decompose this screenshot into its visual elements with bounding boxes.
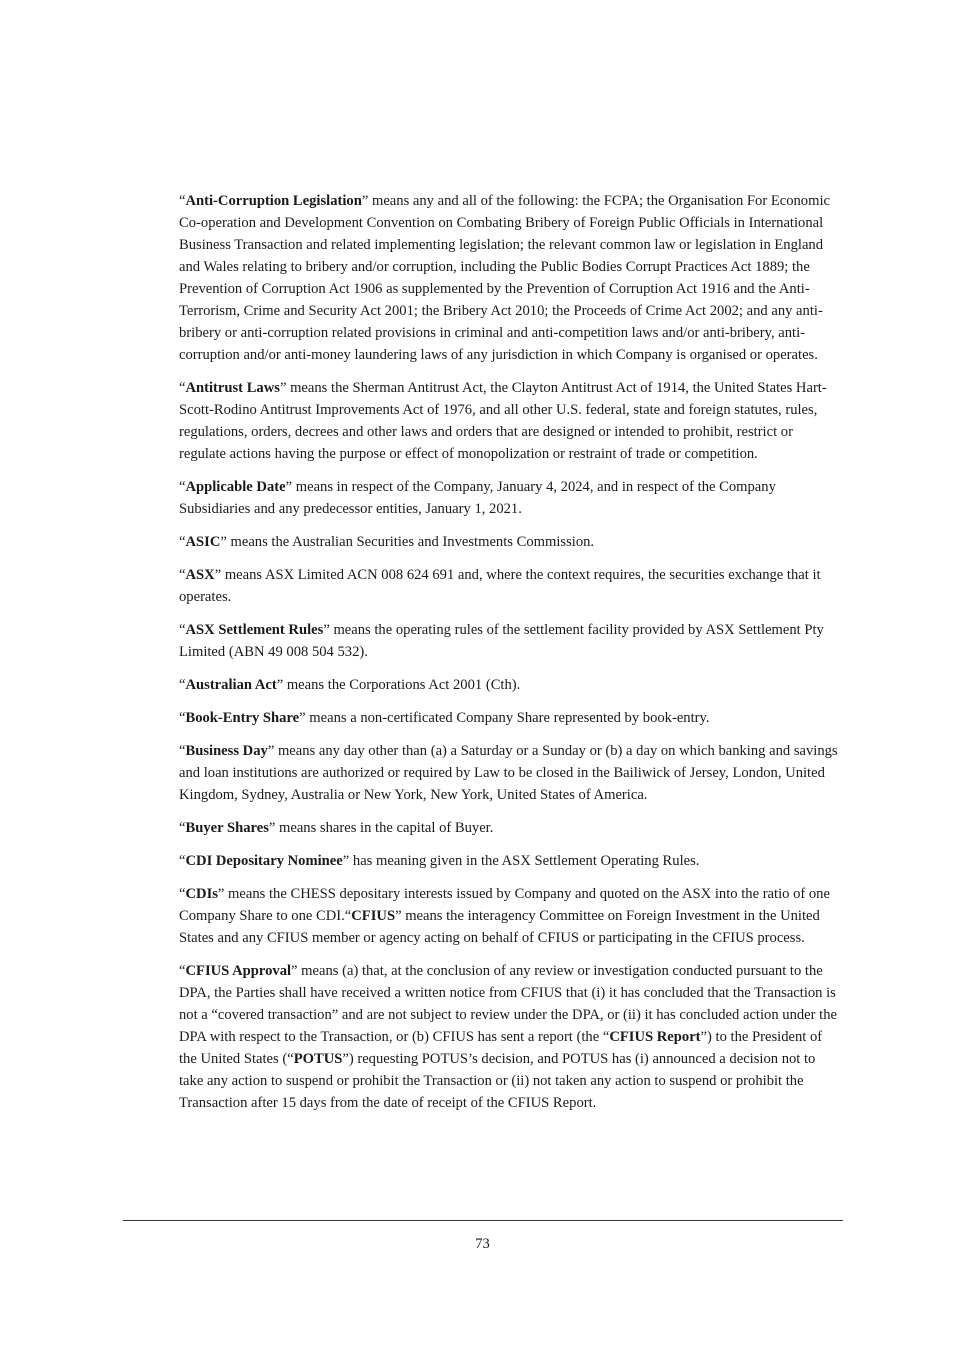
definition-term: POTUS <box>293 1051 343 1067</box>
definition-term: ASIC <box>185 534 221 550</box>
definition-term: Book-Entry Share <box>185 710 300 726</box>
definition-business-day: “Business Day” means any day other than (a) a Saturday or a Sunday or (b) a day on which banking and savings and loan institutions are authorized or required by Law to be closed in the Bailiwick of Jersey, London, United Kingdom, Sydney, Australia or New York, New York, United States of America. <box>179 743 838 803</box>
definition-text: ” means any and all of the following: the FCPA; the Organisation For Economic Co-operation and Development Convention on Combating Bribery of Foreign Public Officials in International Business Transaction and related implementing legislation; the relevant common law or legislation in England and Wales relating to bribery and/or corruption, including the Public Bodies Corrupt Practices Act 1889; the Prevention of Corruption Act 1906 as supplemented by the Prevention of Corruption Act 1916 and the Anti-Terrorism, Crime and Security Act 2001; the Bribery Act 2010; the Proceeds of Crime Act 2002; and any anti-bribery or anti-corruption related provisions in criminal and anti-competition laws and/or anti-bribery, anti-corruption and/or anti-money laundering laws of any jurisdiction in which Company is organised or operates. <box>179 193 830 363</box>
definition-text: ” means the Australian Securities and Investments Commission. <box>220 534 595 550</box>
page-number: 73 <box>475 1236 490 1252</box>
definition-australian-act: “Australian Act” means the Corporations Act 2001 (Cth). <box>179 677 521 693</box>
definition-term: Antitrust Laws <box>185 380 280 396</box>
definitions-list <box>179 190 843 1125</box>
definition-term: ASX Settlement Rules <box>185 622 324 638</box>
definition-text: ” means the Corporations Act 2001 (Cth). <box>276 677 521 693</box>
definition-text: ” means the interagency Committee on Foreign Investment in the United States and any CFIUS member or agency acting on behalf of CFIUS or participating in the CFIUS process. <box>179 908 820 946</box>
definition-term: CFIUS Approval <box>185 963 292 979</box>
definition-text: ” means the operating rules of the settlement facility provided by ASX Settlement Pty Limited (ABN 49 008 504 532). <box>179 622 824 660</box>
definition-term: ASX <box>185 567 215 583</box>
definition-cdi-depositary-nominee: “CDI Depositary Nominee” has meaning given in the ASX Settlement Operating Rules. <box>179 853 700 869</box>
definition-term: CFIUS <box>351 908 396 924</box>
definition-anti-corruption-legislation: “Anti-Corruption Legislation” means any and all of the following: the FCPA; the Organisation For Economic Co-operation and Development Convention on Combating Bribery of Foreign Public Officials in International Business Transaction and related implementing legislation; the relevant common law or legislation in England and Wales relating to bribery and/or corruption, including the Public Bodies Corrupt Practices Act 1889; the Prevention of Corruption Act 1906 as supplemented by the Prevention of Corruption Act 1916 and the Anti-Terrorism, Crime and Security Act 2001; the Bribery Act 2010; the Proceeds of Crime Act 2002; and any anti-bribery or anti-corruption related provisions in criminal and anti-competition laws and/or anti-bribery, anti-corruption and/or anti-money laundering laws of any jurisdiction in which Company is organised or operates. <box>179 193 830 363</box>
definition-asx: “ASX” means ASX Limited ACN 008 624 691 and, where the context requires, the securities exchange that it operates. <box>179 567 821 605</box>
definition-term: CDIs <box>185 886 218 902</box>
definition-asx-settlement-rules: “ASX Settlement Rules” means the operating rules of the settlement facility provided by ASX Settlement Pty Limited (ABN 49 008 504 532). <box>179 622 824 660</box>
definition-term: Buyer Shares <box>185 820 269 836</box>
definition-text: ” means shares in the capital of Buyer. <box>268 820 494 836</box>
definition-text: ” means (a) that, at the conclusion of any review or investigation conducted pursuant to the DPA, the Parties shall have received a written notice from CFIUS that (i) it has concluded that the Transaction is not a “covered transaction” and are not subject to review under the DPA, or (ii) it has concluded action under the DPA with respect to the Transaction, or (b) CFIUS has sent a report (the “ <box>179 963 837 1045</box>
definition-text: ” means a non-certificated Company Share represented by book-entry. <box>299 710 710 726</box>
definition-text: ” means ASX Limited ACN 008 624 691 and, where the context requires, the securities exchange that it operates. <box>179 567 821 605</box>
definition-text: ” means the Sherman Antitrust Act, the Clayton Antitrust Act of 1914, the United States Hart-Scott-Rodino Antitrust Improvements Act of 1976, and all other U.S. federal, state and foreign statutes, rules, regulations, orders, decrees and other laws and orders that are designed or intended to prohibit, restrict or regulate actions having the purpose or effect of monopolization or restraint of trade or competition. <box>179 380 827 462</box>
definition-text: ”) requesting POTUS’s decision, and POTUS has (i) announced a decision not to take any action to suspend or prohibit the Transaction or (ii) not taken any action to suspend or prohibit the Transaction after 15 days from the date of receipt of the CFIUS Report. <box>179 1051 816 1111</box>
definition-term: Business Day <box>185 743 268 759</box>
definition-term: Anti-Corruption Legislation <box>185 193 362 209</box>
definition-applicable-date: “Applicable Date” means in respect of the Company, January 4, 2024, and in respect of the Company Subsidiaries and any predecessor entities, January 1, 2021. <box>179 479 776 517</box>
definition-cfius-approval: “CFIUS Approval” means (a) that, at the conclusion of any review or investigation conducted pursuant to the DPA, the Parties shall have received a written notice from CFIUS that (i) it has concluded that the Transaction is not a “covered transaction” and are not subject to review under the DPA, or (ii) it has concluded action under the DPA with respect to the Transaction, or (b) CFIUS has sent a report (the “CFIUS Report”) to the President of the United States (“POTUS”) requesting POTUS’s decision, and POTUS has (i) announced a decision not to take any action to suspend or prohibit the Transaction or (ii) not taken any action to suspend or prohibit the Transaction after 15 days from the date of receipt of the CFIUS Report. <box>179 963 837 1111</box>
definition-term: CDI Depositary Nominee <box>185 853 343 869</box>
definition-antitrust-laws: “Antitrust Laws” means the Sherman Antitrust Act, the Clayton Antitrust Act of 1914, the United States Hart-Scott-Rodino Antitrust Improvements Act of 1976, and all other U.S. federal, state and foreign statutes, rules, regulations, orders, decrees and other laws and orders that are designed or intended to prohibit, restrict or regulate actions having the purpose or effect of monopolization or restraint of trade or competition. <box>179 380 827 462</box>
definition-text: ” has meaning given in the ASX Settlement Operating Rules. <box>342 853 700 869</box>
definition-buyer-shares: “Buyer Shares” means shares in the capital of Buyer. <box>179 820 494 836</box>
definition-cdis-cfius: “CDIs” means the CHESS depositary interests issued by Company and quoted on the ASX into the ratio of one Company Share to one CDI.“CFIUS” means the interagency Committee on Foreign Investment in the United States and any CFIUS member or agency acting on behalf of CFIUS or participating in the CFIUS process. <box>179 886 830 946</box>
definition-book-entry-share: “Book-Entry Share” means a non-certificated Company Share represented by book-entry. <box>179 710 710 726</box>
definition-term: Applicable Date <box>185 479 286 495</box>
definition-text: ”) to the President of the United States (“ <box>179 1029 823 1067</box>
definition-asic: “ASIC” means the Australian Securities and Investments Commission. <box>179 534 595 550</box>
definition-text: ” means in respect of the Company, January 4, 2024, and in respect of the Company Subsidiaries and any predecessor entities, January 1, 2021. <box>179 479 776 517</box>
definition-term: CFIUS Report <box>609 1029 701 1045</box>
definition-text: ” means the CHESS depositary interests issued by Company and quoted on the ASX into the ratio of one Company Share to one CDI.“ <box>179 886 830 924</box>
definition-text: ” means any day other than (a) a Saturday or a Sunday or (b) a day on which banking and savings and loan institutions are authorized or required by Law to be closed in the Bailiwick of Jersey, London, United Kingdom, Sydney, Australia or New York, New York, United States of America. <box>179 743 838 803</box>
definition-term: Australian Act <box>185 677 277 693</box>
footer-divider <box>123 1220 843 1221</box>
